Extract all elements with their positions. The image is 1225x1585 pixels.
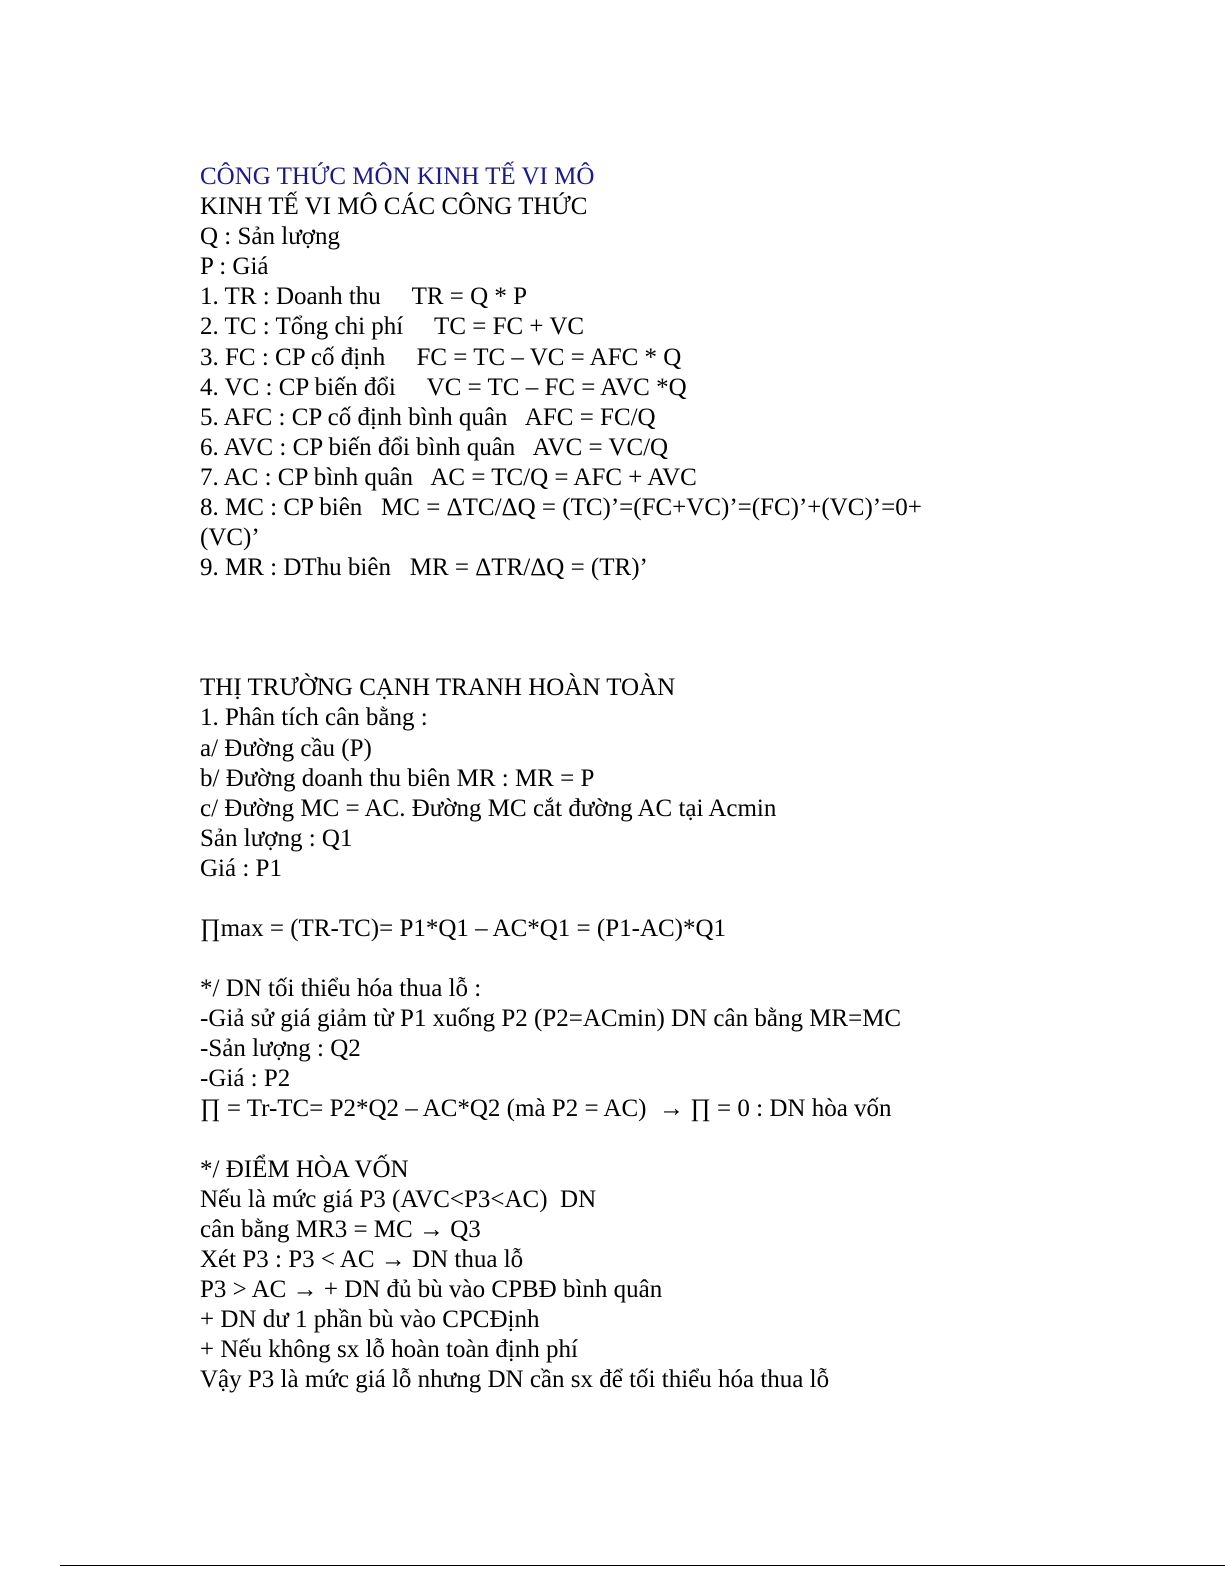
breakeven-line: Nếu là mức giá P3 (AVC<P3<AC) DN (200, 1185, 597, 1213)
analysis-line: Giá : P1 (200, 854, 282, 882)
breakeven-line: + Nếu không sx lỗ hoàn toàn định phí (200, 1336, 578, 1364)
analysis-line: Sản lượng : Q1 (200, 824, 353, 852)
paragraph-spacer (200, 944, 1100, 974)
analysis-line: 1. Phân tích cân bằng : (200, 704, 428, 732)
formula-line: 5. AFC : CP cố định bình quân AFC = FC/Q (200, 403, 656, 431)
formula-line: 3. FC : CP cố định FC = TC – VC = AFC * Q (200, 343, 682, 371)
section-heading: THỊ TRƯỜNG CẠNH TRANH HOÀN TOÀN (200, 674, 676, 702)
analysis-line: a/ Đường cầu (P) (200, 734, 372, 762)
formula-line: 2. TC : Tổng chi phí TC = FC + VC (200, 313, 585, 341)
minimize-loss-line: -Giá : P2 (200, 1065, 291, 1093)
definition-line: P : Giá (200, 253, 269, 281)
minimize-loss-line: ∏ = Tr-TC= P2*Q2 – AC*Q2 (mà P2 = AC) → ∏ = 0 : DN hòa vốn (200, 1095, 892, 1123)
minimize-loss-line: -Sản lượng : Q2 (200, 1035, 361, 1063)
document-page (200, 162, 1100, 1395)
minimize-loss-line: */ DN tối thiểu hóa thua lỗ : (200, 975, 482, 1003)
paragraph-spacer (200, 1125, 1100, 1155)
profit-formula: ∏max = (TR-TC)= P1*Q1 – AC*Q1 = (P1-AC)*Q1 (200, 914, 727, 942)
analysis-line: c/ Đường MC = AC. Đường MC cắt đường AC tại Acmin (200, 794, 777, 822)
analysis-line: b/ Đường doanh thu biên MR : MR = P (200, 764, 595, 792)
formula-line: 6. AVC : CP biến đổi bình quân AVC = VC/Q (200, 433, 669, 461)
breakeven-line: + DN dư 1 phần bù vào CPCĐịnh (200, 1306, 540, 1333)
breakeven-line: Vậy P3 là mức giá lỗ nhưng DN cần sx để tối thiểu hóa thua lỗ (200, 1366, 830, 1394)
formula-line: (VC)’ (200, 524, 260, 552)
minimize-loss-line: -Giả sử giá giảm từ P1 xuống P2 (P2=ACmin) DN cân bằng MR=MC (200, 1005, 902, 1033)
formula-line: 9. MR : DThu biên MR = ΔTR/ΔQ = (TR)’ (200, 554, 648, 582)
definition-line: Q : Sản lượng (200, 223, 340, 251)
section-spacer (200, 583, 1100, 673)
page-bottom-rule (60, 1565, 1225, 1566)
formula-line: 4. VC : CP biến đổi VC = TC – FC = AVC *Q (200, 373, 687, 401)
document-subtitle: KINH TẾ VI MÔ CÁC CÔNG THỨC (200, 193, 588, 221)
breakeven-line: P3 > AC → + DN đủ bù vào CPBĐ bình quân (200, 1275, 663, 1303)
formula-line: 8. MC : CP biên MC = ΔTC/ΔQ = (TC)’=(FC+VC)’=(FC)’+(VC)’=0+ (200, 494, 922, 522)
breakeven-line: cân bằng MR3 = MC → Q3 (200, 1215, 481, 1243)
formula-line: 7. AC : CP bình quân AC = TC/Q = AFC + AVC (200, 463, 697, 491)
paragraph-spacer (200, 884, 1100, 914)
breakeven-line: */ ĐIỂM HÒA VỐN (200, 1155, 409, 1183)
document-title: CÔNG THỨC MÔN KINH TẾ VI MÔ (200, 163, 595, 190)
breakeven-line: Xét P3 : P3 < AC → DN thua lỗ (200, 1245, 524, 1273)
formula-line: 1. TR : Doanh thu TR = Q * P (200, 283, 528, 311)
